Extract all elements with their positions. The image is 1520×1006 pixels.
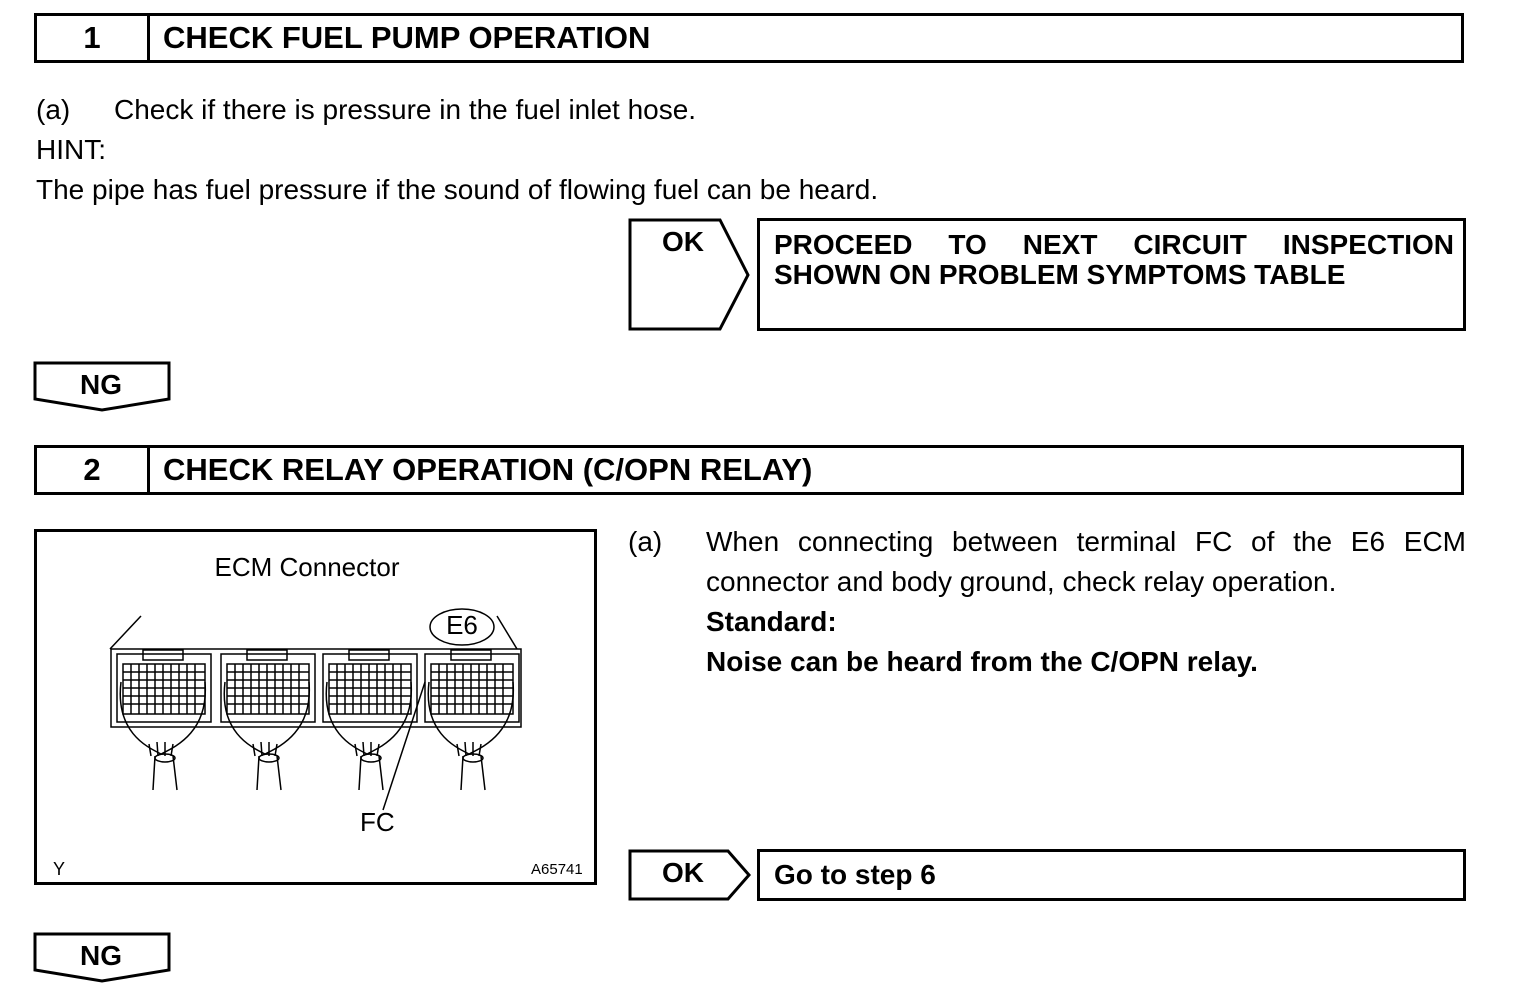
- step-1-title: CHECK FUEL PUMP OPERATION: [163, 20, 651, 55]
- step-1-hint-text: The pipe has fuel pressure if the sound of flowing fuel can be heard.: [36, 174, 879, 205]
- ecm-connector-drawing: [37, 532, 594, 882]
- step-2-item-label: (a): [628, 526, 663, 557]
- connector-id-label: E6: [446, 610, 478, 640]
- terminal-fc-label: FC: [360, 807, 395, 837]
- step-2-title: CHECK RELAY OPERATION (C/OPN RELAY): [163, 452, 813, 487]
- step-2-ok-label: OK: [662, 857, 704, 888]
- step-1-header: [34, 13, 1464, 63]
- step-1-number: 1: [37, 16, 150, 60]
- step-2-item-line-1: When connecting between terminal FC of the E6 ECM: [706, 526, 1466, 557]
- step-1-ok-label: OK: [662, 226, 704, 257]
- step-2-standard-text: Noise can be heard from the C/OPN relay.: [706, 646, 1258, 677]
- figure-corner-code: Y: [53, 859, 66, 879]
- step-1-item-label: (a): [36, 94, 71, 125]
- step-2-ok-result: Go to step 6: [774, 859, 936, 890]
- figure-title: ECM Connector: [214, 552, 400, 582]
- step-1-ok-result-box: [757, 218, 1466, 331]
- step-1-hint-label: HINT:: [36, 134, 106, 165]
- step-2-item-line-2: connector and body ground, check relay operation.: [706, 566, 1337, 597]
- step-1-item-text: Check if there is pressure in the fuel inlet hose.: [114, 94, 697, 125]
- step-2-header: [34, 445, 1464, 495]
- step-1-ok-result-line-2: SHOWN ON PROBLEM SYMPTOMS TABLE: [774, 259, 1346, 290]
- step-2-ok-result-box: [757, 849, 1466, 901]
- step-2-number: 2: [37, 448, 150, 492]
- step-1-ok-result-line-1: PROCEED TO NEXT CIRCUIT INSPECTION: [774, 229, 1454, 260]
- figure-number: A65741: [531, 861, 583, 878]
- step-2-standard-label: Standard:: [706, 606, 837, 637]
- ecm-connector-figure: [34, 529, 597, 885]
- step-1-ng-label: NG: [80, 369, 122, 400]
- step-2-ng-label: NG: [80, 940, 122, 971]
